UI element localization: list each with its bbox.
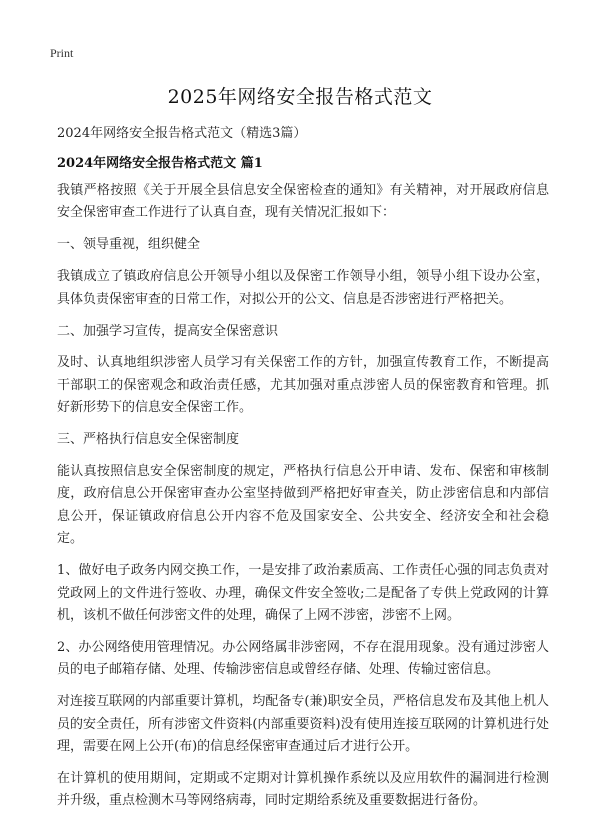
heading-leadership: 一、领导重视，组织健全 — [57, 237, 201, 253]
paragraph-item-1: 1、做好电子政务内网交换工作，一是安排了政治素质高、工作责任心强的同志负责对党政网上的文件进行签收、办理，确保文件安全签收;二是配备了专供上党政网的计算机，该机不做任何涉密文件的处理，确保了上网不涉密，涉密不上网。 — [57, 563, 549, 623]
paragraph-leadership: 我镇成立了镇政府信息公开领导小组以及保密工作领导小组，领导小组下设办公室，具体负责保密审查的日常工作，对拟公开的公文、信息是否涉密进行严格把关。 — [57, 269, 549, 307]
paragraph-rules: 能认真按照信息安全保密制度的规定，严格执行信息公开申请、发布、保密和审核制度，政府信息公开保密审查办公室坚持做到严格把好审查关，防止涉密信息和内部信息公开，保证镇政府信息公开内容不危及国家安全、公共安全、经济安全和社会稳定。 — [57, 464, 549, 547]
document-title: 2025年网络安全报告格式范文 — [167, 86, 433, 108]
heading-study: 二、加强学习宣传，提高安全保密意识 — [57, 323, 279, 339]
paragraph-internet: 对连接互联网的内部重要计算机，均配备专(兼)职安全员，严格信息发布及其他上机人员的安全责任，所有涉密文件资料(内部重要资料)没有使用连接互联网的计算机进行处理，需要在网上公开(布)的信息经保密审查通过后才进行公开。 — [57, 694, 549, 755]
paragraph-study: 及时、认真地组织涉密人员学习有关保密工作的方针，加强宣传教育工作，不断提高干部职工的保密观念和政治责任感，尤其加强对重点涉密人员的保密教育和管理。抓好新形势下的信息安全保密工作。 — [57, 355, 549, 416]
paragraph-maintenance: 在计算机的使用期间，定期或不定期对计算机操作系统以及应用软件的漏洞进行检测并升级，重点检测木马等网络病毒，同时定期给系统及重要数据进行备份。 — [57, 770, 549, 809]
heading-rules: 三、严格执行信息安全保密制度 — [57, 432, 240, 448]
print-label[interactable]: Print — [50, 46, 74, 60]
document-subtitle: 2024年网络安全报告格式范文（精选3篇） — [57, 126, 307, 141]
document-body — [57, 180, 549, 813]
paragraph-intro: 我镇严格按照《关于开展全县信息安全保密检查的通知》有关精神，对开展政府信息安全保密审查工作进行了认真自查，现有关情况汇报如下： — [57, 183, 549, 221]
section-heading: 2024年网络安全报告格式范文 篇1 — [57, 156, 263, 171]
paragraph-item-2: 2、办公网络使用管理情况。办公网络属非涉密网，不存在混用现象。没有通过涉密人员的电子邮箱存储、处理、传输涉密信息或曾经存储、处理、传输过密信息。 — [57, 639, 549, 678]
